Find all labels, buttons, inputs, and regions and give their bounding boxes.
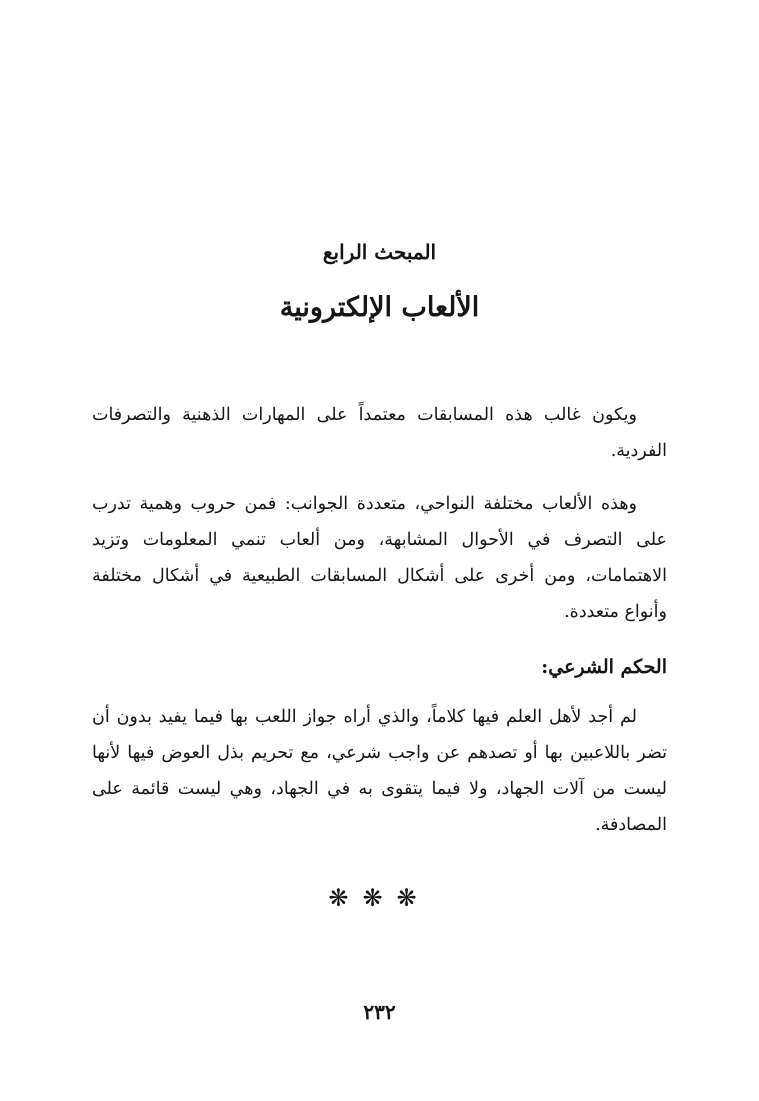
paragraph-1-block	[92, 397, 667, 469]
paragraph-2-block	[92, 486, 667, 630]
section-label: المبحث الرابع	[322, 240, 437, 264]
ruling-paragraph: لم أجد لأهل العلم فيها كلاماً، والذي أراه جواز اللعب بها فيما يفيد بدون أن تضر باللاعبين بها أو تصدهم عن واجب شرعي، مع تحريم بذل العوض فيها لأنها ليست من آلات الجهاد، ولا فيما يتقوى به في الجهاد، وهي ليست قائمة على المصادفة.	[92, 707, 667, 835]
paragraph: ويكون غالب هذه المسابقات معتمداً على المهارات الذهنية والتصرفات الفردية.	[92, 405, 667, 461]
section-separator: ❋❋❋	[328, 884, 431, 912]
ruling-heading: الحكم الشرعي:	[541, 656, 667, 678]
ruling-block	[92, 699, 667, 843]
page-number: ٢٣٢	[363, 1000, 396, 1024]
paragraph: وهذه الألعاب مختلفة النواحي، متعددة الجوانب: فمن حروب وهمية تدرب على التصرف في الأحوال المشابهة، ومن ألعاب تنمي المعلومات وتزيد الاهتمامات، ومن أخرى على أشكال المسابقات الطبيعية في أشكال مختلفة وأنواع متعددة.	[92, 494, 667, 622]
section-title: الألعاب الإلكترونية	[279, 292, 480, 323]
